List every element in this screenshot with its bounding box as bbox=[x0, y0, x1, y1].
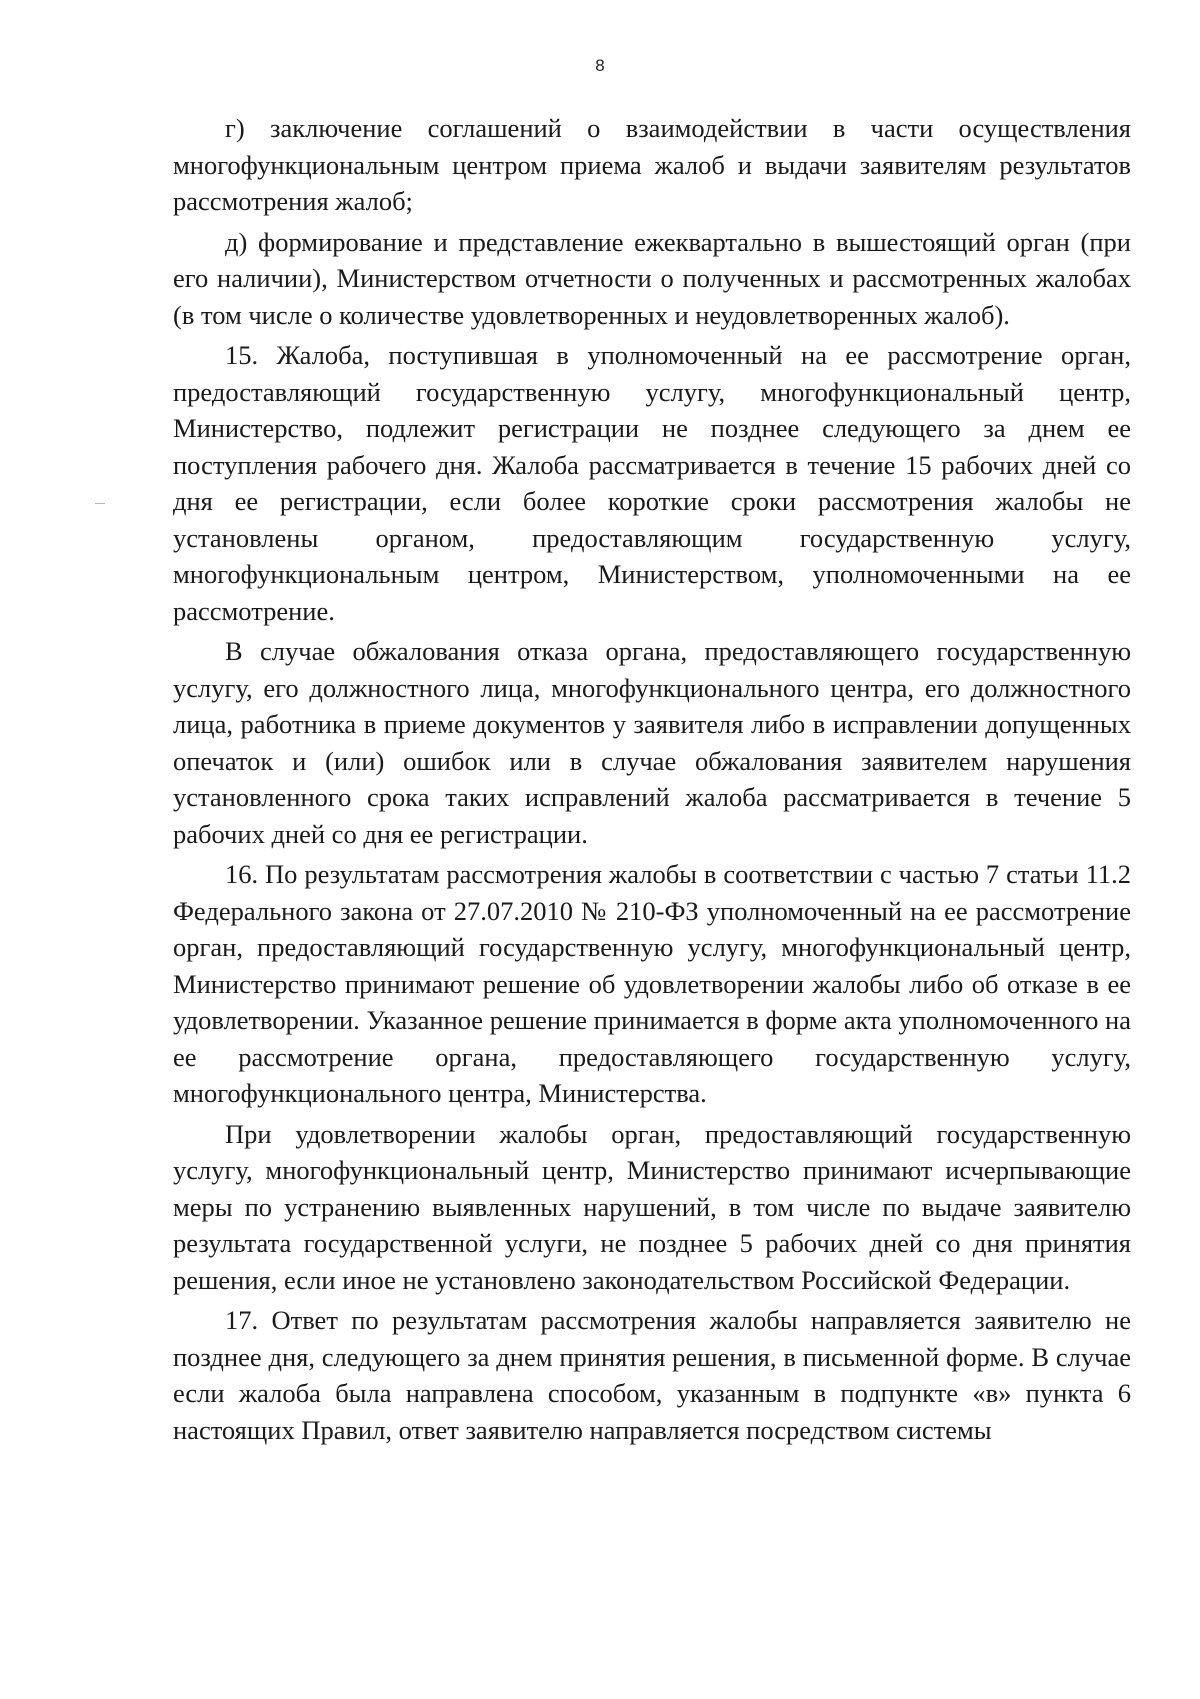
paragraph-appeal-refusal: В случае обжалования отказа органа, предоставляющего государственную услугу, его должностного лица, многофункционального центра, его должностного лица, работника в приеме документов у заявителя либо в исправлении допущенных опечаток и (или) ошибок или в случае обжалования заявителем нарушения установленного срока таких исправлений жалоба рассматривается в течение 5 рабочих дней со дня ее регистрации. bbox=[173, 636, 1131, 849]
paragraph-item-17: 17. Ответ по результатам рассмотрения жалобы направляется заявителю не позднее дня, следующего за днем принятия решения, в письменной форме. В случае если жалоба была направлена способом, указанным в подпункте «в» пункта 6 настоящих Правил, ответ заявителю направляется посредством системы bbox=[173, 1305, 1131, 1445]
page-number: 8 bbox=[595, 56, 605, 75]
paragraph-subitem-d: д) формирование и представление ежеквартально в вышестоящий орган (при его наличии), Министерством отчетности о полученных и рассмотренных жалобах (в том числе о количестве удовлетворенных и неудовлетворенных жалоб). bbox=[173, 226, 1131, 330]
document-body bbox=[173, 110, 1131, 1452]
paragraph-satisfaction: При удовлетворении жалобы орган, предоставляющий государственную услугу, многофункциональный центр, Министерство принимают исчерпывающие меры по устранению выявленных нарушений, в том числе по выдаче заявителю результата государственной услуги, не позднее 5 рабочих дней со дня принятия решения, если иное не установлено законодательством Российской Федерации. bbox=[173, 1118, 1131, 1295]
paragraph-item-16: 16. По результатам рассмотрения жалобы в соответствии с частью 7 статьи 11.2 Федерального закона от 27.07.2010 № 210-ФЗ уполномоченный на ее рассмотрение орган, предоставляющий государственную услугу, многофункциональный центр, Министерство принимают решение об удовлетворении жалобы либо об отказе в ее удовлетворении. Указанное решение принимается в форме акта уполномоченного на ее рассмотрение органа, предоставляющего государственную услугу, многофункционального центра, Министерства. bbox=[173, 859, 1131, 1108]
margin-mark bbox=[95, 503, 105, 504]
paragraph-subitem-g: г) заключение соглашений о взаимодействии в части осуществления многофункциональным центром приема жалоб и выдачи заявителям результатов рассмотрения жалоб; bbox=[173, 113, 1131, 216]
paragraph-item-15: 15. Жалоба, поступившая в уполномоченный на ее рассмотрение орган, предоставляющий государственную услугу, многофункциональный центр, Министерство, подлежит регистрации не позднее следующего за днем ее поступления рабочего дня. Жалоба рассматривается в течение 15 рабочих дней со дня ее регистрации, если более короткие сроки рассмотрения жалобы не установлены органом, предоставляющим государственную услугу, многофункциональным центром, Министерством, уполномоченными на ее рассмотрение. bbox=[173, 340, 1131, 626]
